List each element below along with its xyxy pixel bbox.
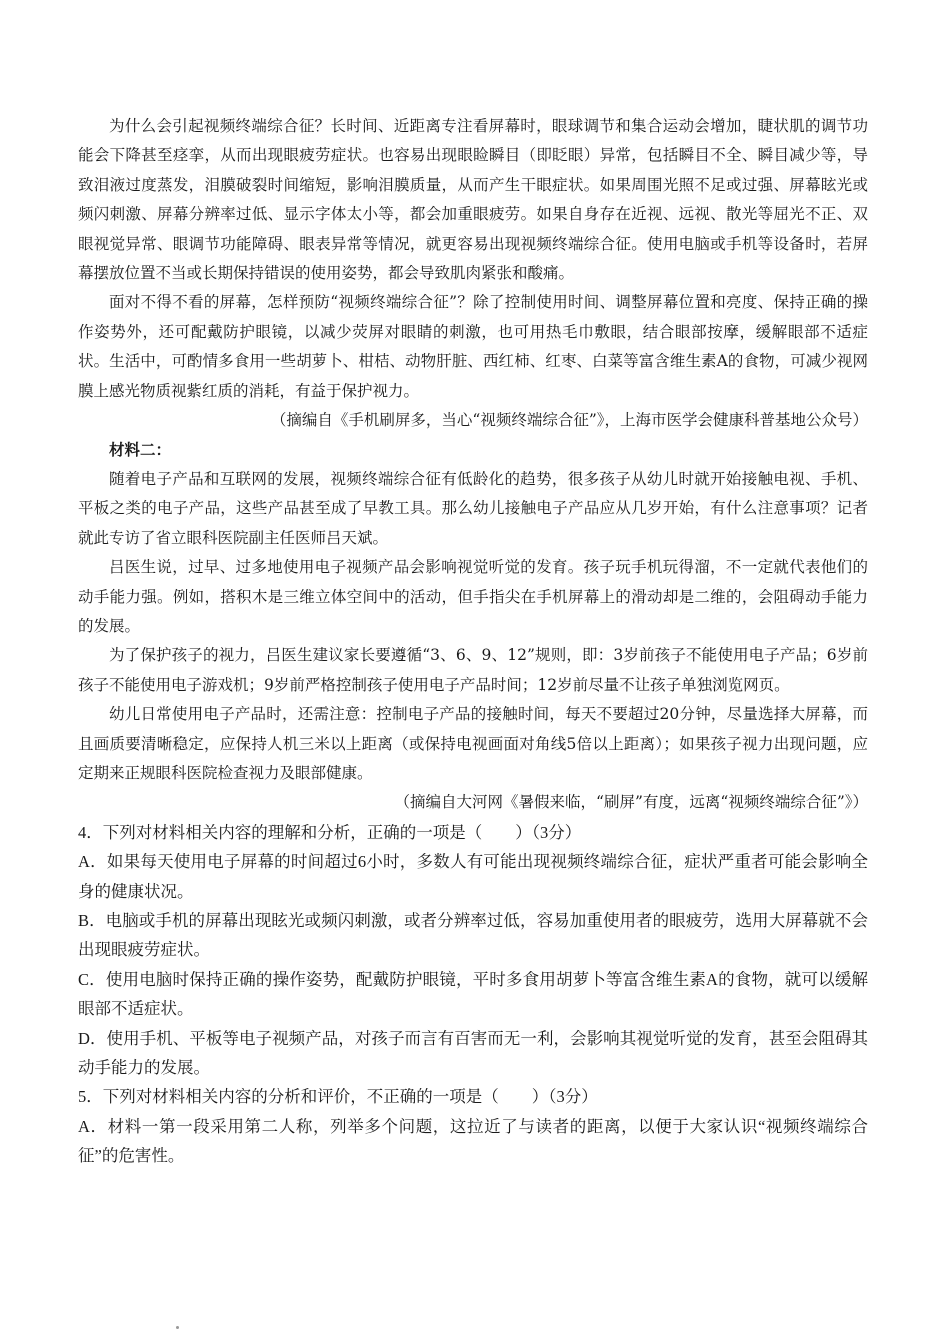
material2-paragraph-3: 为了保护孩子的视力，吕医生建议家长要遵循“3、6、9、12”规则，即：3岁前孩子不能使用电子产品；6岁前孩子不能使用电子游戏机；9岁前严格控制孩子使用电子产品时间；12岁前尽量不让孩子单独浏览网页。	[78, 646, 868, 694]
question-4-option-c: C．使用电脑时保持正确的操作姿势，配戴防护眼镜，平时多食用胡萝卜等富含维生素A的食物，就可以缓解眼部不适症状。	[78, 969, 868, 1019]
material2-paragraph-2: 吕医生说，过早、过多地使用电子视频产品会影响视觉听觉的发育。孩子玩手机玩得溜，不一定就代表他们的动手能力强。例如，搭积木是三维立体空间中的活动，但手指尖在手机屏幕上的滑动却是二维的，会阻碍动手能力的发展。	[78, 558, 868, 635]
question-4-option-a: A．如果每天使用电子屏幕的时间超过6小时，多数人有可能出现视频终端综合征，症状严重者可能会影响全身的健康状况。	[78, 852, 868, 901]
document-page	[78, 112, 868, 1171]
question-5-stem: 5．下列对材料相关内容的分析和评价，不正确的一项是（ ）（3分）	[78, 1087, 598, 1107]
material1-source: （摘编自《手机刷屏多，当心“视频终端综合征”》，上海市医学会健康科普基地公众号）	[270, 411, 868, 430]
question-4-option-b: B．电脑或手机的屏幕出现眩光或频闪刺激，或者分辨率过低，容易加重使用者的眼疲劳，选用大屏幕就不会出现眼疲劳症状。	[78, 910, 868, 960]
material2-heading: 材料二：	[109, 440, 172, 460]
material2-paragraph-4: 幼儿日常使用电子产品时，还需注意：控制电子产品的接触时间，每天不要超过20分钟，尽量选择大屏幕，而且画质要清晰稳定，应保持人机三米以上距离（或保持电视画面对角线5倍以上距离）；如果孩子视力出现问题，应定期来正规眼科医院检查视力及眼部健康。	[78, 705, 868, 782]
page-footer-dot	[176, 1326, 179, 1329]
material1-paragraph-2: 面对不得不看的屏幕，怎样预防“视频终端综合征”？除了控制使用时间、调整屏幕位置和亮度、保持正确的操作姿势外，还可配戴防护眼镜，以减少荧屏对眼睛的刺激，也可用热毛巾敷眼，结合眼部按摩，缓解眼部不适症状。生活中，可酌情多食用一些胡萝卜、柑桔、动物肝脏、西红柿、红枣、白菜等富含维生素A的食物，可减少视网膜上感光物质视紫红质的消耗，有益于保护视力。	[78, 293, 868, 400]
question-4-stem: 4．下列对材料相关内容的理解和分析，正确的一项是（ ）（3分）	[78, 822, 582, 842]
material1-paragraph-1: 为什么会引起视频终端综合征？长时间、近距离专注看屏幕时，眼球调节和集合运动会增加，睫状肌的调节功能会下降甚至痉挛，从而出现眼疲劳症状。也容易出现眼睑瞬目（即眨眼）异常，包括瞬目不全、瞬目减少等，导致泪液过度蒸发，泪膜破裂时间缩短，影响泪膜质量，从而产生干眼症状。如果周围光照不足或过强、屏幕眩光或频闪刺激、屏幕分辨率过低、显示字体太小等，都会加重眼疲劳。如果自身存在近视、远视、散光等屈光不正、双眼视觉异常、眼调节功能障碍、眼表异常等情况，就更容易出现视频终端综合征。使用电脑或手机等设备时，若屏幕摆放位置不当或长期保持错误的使用姿势，都会导致肌肉紧张和酸痛。	[78, 117, 868, 283]
question-4-option-d: D．使用手机、平板等电子视频产品，对孩子而言有百害而无一利，会影响其视觉听觉的发育，甚至会阻碍其动手能力的发展。	[78, 1028, 868, 1077]
question-5-option-a: A．材料一第一段采用第二人称，列举多个问题，这拉近了与读者的距离，以便于大家认识“视频终端综合征”的危害性。	[78, 1116, 868, 1166]
material2-paragraph-1: 随着电子产品和互联网的发展，视频终端综合征有低龄化的趋势，很多孩子从幼儿时就开始接触电视、手机、平板之类的电子产品，这些产品甚至成了早教工具。那么幼儿接触电子产品应从几岁开始，有什么注意事项？记者就此专访了省立眼科医院副主任医师吕天斌。	[78, 469, 868, 547]
material2-source: （摘编自大河网《暑假来临，“刷屏”有度，远离“视频终端综合征”》）	[394, 793, 868, 812]
